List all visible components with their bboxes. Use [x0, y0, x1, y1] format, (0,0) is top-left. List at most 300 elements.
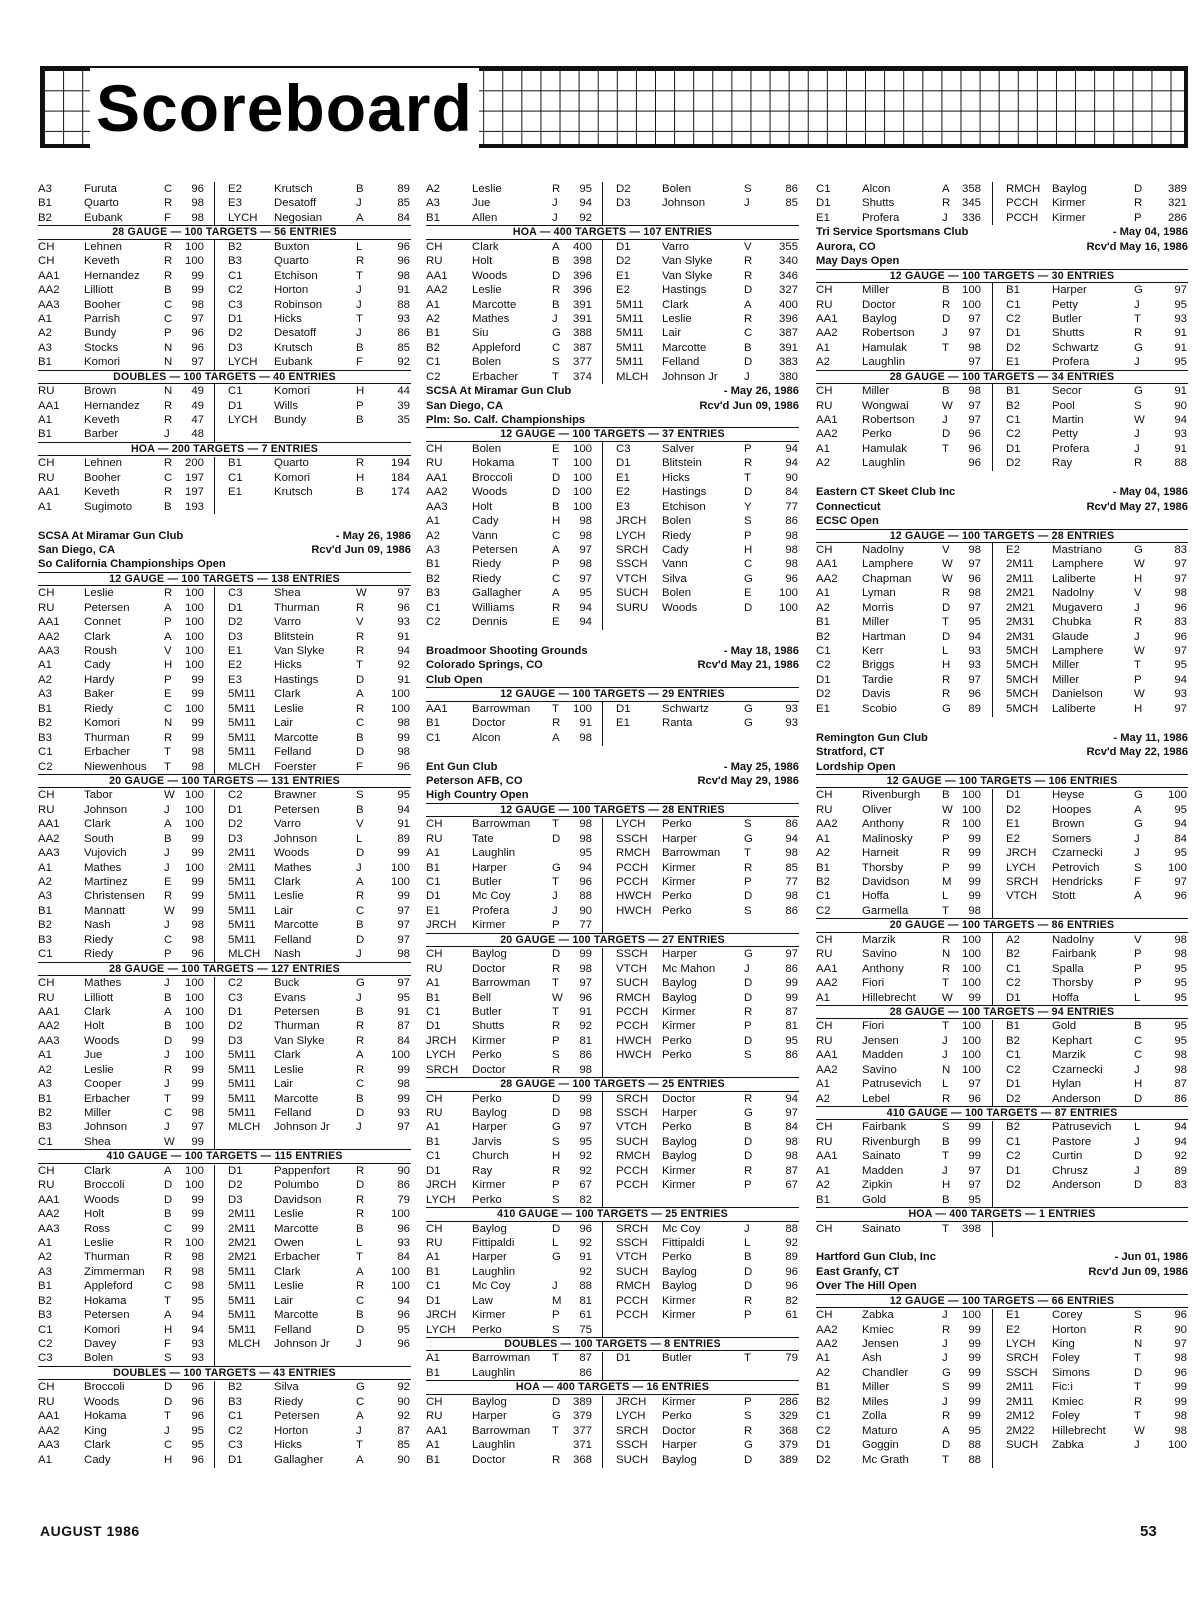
column-divider	[602, 702, 603, 745]
result-row	[816, 355, 1188, 369]
score-cell: 97	[968, 356, 981, 369]
initial-cell: W	[1134, 414, 1145, 426]
shooter-cell: Perko	[472, 1323, 502, 1336]
club-info	[426, 658, 799, 672]
result-row	[38, 918, 411, 932]
class-cell: C1	[816, 1410, 831, 1423]
class-cell: 5M11	[228, 1309, 256, 1322]
shooter-cell: Felland	[274, 933, 312, 946]
shooter-cell: Johnson	[662, 197, 706, 210]
result-row	[816, 413, 1188, 427]
score-cell: 98	[397, 1078, 410, 1091]
initial-cell: P	[744, 1309, 752, 1322]
initial-cell: L	[356, 832, 363, 845]
class-cell: AA1	[38, 1005, 60, 1018]
class-cell: B1	[38, 702, 52, 715]
class-cell: A1	[38, 659, 52, 672]
shooter-cell: Savino	[862, 1063, 897, 1076]
shooter-cell: Law	[472, 1294, 493, 1307]
class-cell: AA1	[38, 616, 60, 629]
shooter-cell: Anderson	[1052, 1179, 1101, 1192]
class-cell: B1	[426, 1366, 440, 1379]
initial-cell: B	[1134, 1020, 1142, 1033]
score-cell: 94	[785, 442, 798, 455]
shooter-cell: Brawner	[274, 789, 317, 802]
initial-cell: J	[164, 428, 170, 441]
shooter-cell: Van Slyke	[274, 645, 325, 657]
class-cell: B1	[816, 1381, 830, 1394]
result-row	[816, 1034, 1188, 1048]
class-cell: 5M11	[616, 356, 644, 369]
scoreboard-banner	[40, 66, 1188, 148]
class-cell: D1	[616, 1352, 631, 1365]
shooter-cell: Jue	[472, 197, 491, 210]
class-cell: C2	[1006, 428, 1021, 441]
class-cell: 5M11	[228, 702, 256, 715]
score-cell: 97	[968, 1078, 981, 1091]
score-cell: 84	[785, 1121, 798, 1134]
initial-cell: T	[942, 1222, 949, 1235]
class-cell: RMCH	[1006, 183, 1041, 195]
class-cell: RU	[38, 803, 55, 816]
initial-cell: D	[744, 1265, 753, 1278]
shooter-cell: Clark	[84, 1164, 111, 1177]
shooter-cell: Savino	[862, 948, 897, 961]
shooter-cell: Mastriano	[1052, 543, 1103, 556]
initial-cell: D	[552, 269, 561, 282]
initial-cell: J	[1134, 1063, 1140, 1076]
shooter-cell: Mannatt	[84, 904, 126, 917]
shooter-cell: Keveth	[84, 486, 120, 499]
club-info-right: Rcv'd Jun 09, 1986	[311, 543, 411, 556]
page-title: Scoreboard	[90, 68, 479, 148]
class-cell: A1	[426, 1352, 440, 1365]
score-cell: 93	[1174, 312, 1187, 325]
score-cell: 96	[191, 1410, 204, 1423]
shooter-cell: Vann	[662, 558, 688, 571]
initial-cell: D	[356, 673, 365, 686]
initial-cell: D	[552, 1107, 561, 1119]
initial-cell: R	[744, 1164, 753, 1177]
shooter-cell: Baylog	[472, 948, 507, 961]
class-cell: RU	[816, 1034, 833, 1047]
initial-cell: G	[552, 1121, 561, 1134]
score-cell: 391	[572, 312, 592, 325]
result-row	[38, 889, 411, 903]
class-cell: D3	[228, 1034, 243, 1047]
shooter-cell: Perko	[662, 1410, 692, 1423]
initial-cell: D	[744, 890, 753, 903]
score-cell: 96	[785, 1280, 798, 1293]
shooter-cell: Williams	[472, 601, 515, 614]
shooter-cell: Leslie	[274, 1063, 304, 1076]
class-cell: D2	[1006, 457, 1021, 470]
score-cell: 345	[961, 197, 981, 210]
shooter-cell: Negosian	[274, 211, 323, 224]
class-cell: JRCH	[616, 1395, 647, 1408]
score-cell: 88	[968, 1439, 981, 1452]
initial-cell: B	[356, 1309, 364, 1322]
score-cell: 94	[785, 1092, 798, 1105]
score-cell: 400	[778, 298, 798, 311]
score-cell: 100	[961, 1309, 981, 1322]
shooter-cell: Hicks	[662, 471, 690, 484]
result-row	[426, 456, 799, 470]
score-cell: 99	[191, 904, 204, 917]
result-row	[816, 341, 1188, 355]
result-row	[38, 399, 411, 413]
score-cell: 97	[579, 1121, 592, 1134]
initial-cell: J	[356, 948, 362, 961]
class-cell: B1	[426, 558, 440, 571]
score-cell: 98	[1174, 1352, 1187, 1365]
class-cell: C1	[38, 948, 53, 961]
shooter-cell: Nash	[274, 948, 301, 961]
class-cell: A1	[816, 1164, 830, 1177]
class-cell: MLCH	[228, 1121, 261, 1134]
initial-cell: D	[356, 1323, 365, 1336]
result-row	[426, 976, 799, 990]
score-cell: 83	[1174, 543, 1187, 556]
score-cell: 97	[785, 948, 798, 961]
score-cell: 95	[1174, 977, 1187, 990]
initial-cell: T	[164, 746, 171, 759]
score-cell: 93	[191, 1338, 204, 1350]
initial-cell: C	[1134, 1034, 1143, 1047]
shooter-cell: Silva	[662, 572, 687, 585]
class-cell: CH	[426, 442, 443, 455]
shooter-cell: Jarvis	[472, 1135, 502, 1148]
initial-cell: R	[1134, 457, 1143, 470]
class-cell: RU	[426, 457, 443, 470]
class-cell: C2	[228, 977, 243, 990]
club-info	[426, 673, 799, 687]
score-cell: 61	[785, 1309, 798, 1322]
score-cell: 99	[968, 1352, 981, 1365]
score-cell: 96	[191, 1395, 204, 1408]
shooter-cell: Marcotte	[472, 298, 517, 311]
result-row	[426, 355, 799, 369]
class-cell: 5M11	[228, 1063, 256, 1076]
score-cell: 99	[785, 977, 798, 990]
initial-cell: C	[164, 1222, 173, 1235]
score-cell: 100	[184, 587, 204, 600]
score-cell: 99	[968, 1121, 981, 1134]
shooter-cell: Booher	[84, 471, 121, 484]
club-info	[816, 514, 1188, 528]
class-cell: C1	[426, 876, 441, 888]
class-cell: A1	[426, 515, 440, 528]
result-row	[426, 861, 799, 875]
shooter-cell: Baylog	[862, 312, 897, 325]
initial-cell: P	[1134, 673, 1142, 686]
class-cell: E1	[426, 904, 440, 917]
initial-cell: F	[1134, 876, 1141, 888]
result-row	[38, 1250, 411, 1264]
score-cell: 86	[785, 183, 798, 195]
score-cell: 96	[191, 948, 204, 961]
class-cell: AA2	[426, 486, 448, 499]
score-cell: 99	[968, 1150, 981, 1163]
shooter-cell: Shea	[274, 587, 301, 600]
shooter-cell: Holt	[472, 500, 493, 513]
score-cell: 99	[191, 876, 204, 888]
score-cell: 84	[1174, 832, 1187, 845]
class-cell: SUCH	[1006, 1439, 1039, 1452]
spacer	[816, 1236, 1188, 1250]
class-cell: E1	[1006, 818, 1020, 831]
score-cell: 93	[785, 702, 798, 715]
shooter-cell: Ash	[862, 1352, 882, 1365]
initial-cell: C	[164, 702, 173, 715]
score-cell: 92	[579, 1020, 592, 1033]
initial-cell: D	[744, 356, 753, 369]
shooter-cell: Mathes	[274, 861, 312, 874]
shooter-cell: Profera	[1052, 356, 1090, 369]
column-divider	[602, 1222, 603, 1338]
initial-cell: J	[744, 962, 750, 975]
club-info-left: Hartford Gun Club, Inc	[816, 1251, 936, 1264]
class-cell: AA1	[816, 1049, 838, 1062]
shooter-cell: Erbacher	[84, 746, 131, 759]
shooter-cell: Riedy	[84, 948, 114, 961]
initial-cell: H	[164, 1453, 173, 1466]
shooter-cell: Johnson	[274, 832, 318, 845]
result-row	[38, 947, 411, 961]
shooter-cell: Schwartz	[1052, 341, 1099, 354]
initial-cell: B	[744, 341, 752, 354]
shooter-cell: Laughlin	[472, 847, 516, 860]
class-cell: C2	[816, 904, 831, 917]
initial-cell: P	[744, 876, 752, 888]
score-cell: 92	[785, 1236, 798, 1249]
score-cell: 95	[1174, 991, 1187, 1004]
shooter-cell: Doctor	[662, 1424, 696, 1437]
score-cell: 98	[785, 543, 798, 556]
result-row	[38, 687, 411, 701]
shooter-cell: Barrowman	[472, 1424, 531, 1437]
class-cell: E3	[228, 197, 242, 210]
result-row	[38, 298, 411, 312]
result-row	[38, 1236, 411, 1250]
initial-cell: J	[942, 1395, 948, 1408]
initial-cell: J	[1134, 298, 1140, 311]
shooter-cell: Kirmer	[662, 1294, 696, 1307]
score-cell: 97	[191, 1121, 204, 1134]
shooter-cell: Holt	[472, 255, 493, 268]
initial-cell: R	[552, 1453, 561, 1466]
class-cell: D2	[816, 688, 831, 701]
column-divider	[602, 1352, 603, 1381]
initial-cell: B	[164, 284, 172, 297]
class-cell: MLCH	[228, 948, 261, 961]
shooter-cell: Perko	[862, 428, 892, 441]
score-cell: 346	[778, 269, 798, 282]
initial-cell: D	[164, 1395, 173, 1408]
class-cell: A1	[816, 587, 830, 600]
shooter-cell: Miller	[862, 616, 890, 629]
initial-cell: J	[552, 197, 558, 210]
class-cell: D1	[228, 399, 243, 412]
score-cell: 96	[191, 183, 204, 195]
shooter-cell: Bolen	[662, 587, 692, 600]
score-cell: 98	[968, 904, 981, 917]
class-cell: CH	[38, 587, 55, 600]
initial-cell: V	[356, 818, 364, 831]
score-cell: 368	[778, 1424, 798, 1437]
class-cell: B3	[228, 1395, 242, 1408]
score-cell: 99	[968, 1395, 981, 1408]
column-divider	[992, 1309, 993, 1468]
shooter-cell: Baylog	[662, 1265, 697, 1278]
shooter-cell: Komori	[84, 1323, 121, 1336]
initial-cell: V	[356, 616, 364, 629]
score-cell: 94	[1174, 414, 1187, 426]
shooter-cell: Zolla	[862, 1410, 887, 1423]
shooter-cell: Somers	[1052, 832, 1092, 845]
result-row	[38, 1294, 411, 1308]
shooter-cell: Mathes	[84, 861, 122, 874]
score-cell: 82	[579, 1193, 592, 1206]
shooter-cell: Hamulak	[862, 341, 907, 354]
shooter-cell: Hicks	[274, 1439, 302, 1452]
class-cell: A3	[426, 197, 440, 210]
class-cell: B2	[816, 1395, 830, 1408]
club-info-right: - May 25, 1986	[723, 760, 799, 773]
shooter-cell: Barrowman	[472, 1352, 531, 1365]
shooter-cell: Ray	[1052, 457, 1073, 470]
class-cell: B1	[426, 327, 440, 340]
class-cell: AA1	[38, 1410, 60, 1423]
initial-cell: S	[1134, 1309, 1142, 1322]
score-cell: 197	[184, 486, 204, 499]
result-row	[38, 1164, 411, 1178]
result-row	[38, 1222, 411, 1236]
shooter-cell: Chandler	[862, 1366, 909, 1379]
shooter-cell: Brown	[1052, 818, 1085, 831]
class-cell: VTCH	[616, 1121, 648, 1134]
score-cell: 94	[968, 630, 981, 643]
score-cell: 100	[961, 1020, 981, 1033]
initial-cell: B	[356, 1092, 364, 1105]
score-cell: 99	[191, 284, 204, 297]
initial-cell: L	[552, 1236, 559, 1249]
initial-cell: C	[744, 327, 753, 340]
class-cell: A1	[38, 500, 52, 513]
score-cell: 82	[785, 1294, 798, 1307]
initial-cell: J	[356, 197, 362, 210]
class-cell: B1	[816, 616, 830, 629]
shooter-cell: Anthony	[862, 962, 904, 975]
initial-cell: P	[164, 673, 172, 686]
class-cell: PCCH	[616, 1020, 649, 1033]
result-row	[38, 933, 411, 947]
class-cell: B1	[816, 1193, 830, 1206]
class-cell: VTCH	[616, 1251, 648, 1264]
score-cell: 96	[968, 457, 981, 470]
initial-cell: R	[942, 847, 951, 860]
class-cell: 5MCH	[1006, 702, 1039, 715]
class-cell: C1	[426, 1005, 441, 1018]
score-cell: 391	[778, 341, 798, 354]
initial-cell: B	[744, 1121, 752, 1134]
shooter-cell: Jue	[84, 1049, 103, 1062]
score-cell: 95	[1174, 356, 1187, 369]
shooter-cell: Petersen	[274, 1410, 320, 1423]
class-cell: D2	[1006, 1179, 1021, 1192]
class-cell: A2	[38, 1063, 52, 1076]
result-row	[816, 384, 1188, 398]
score-cell: 97	[968, 558, 981, 571]
score-cell: 86	[785, 515, 798, 528]
initial-cell: P	[744, 1395, 752, 1408]
class-cell: D1	[228, 1164, 243, 1177]
class-cell: 5M11	[228, 1092, 256, 1105]
result-row	[426, 1019, 799, 1033]
initial-cell: A	[356, 1453, 364, 1466]
initial-cell: B	[942, 284, 950, 297]
shooter-cell: Horton	[274, 1424, 309, 1437]
class-cell: A2	[816, 847, 830, 860]
class-cell: SSCH	[616, 832, 648, 845]
club-info	[816, 1265, 1188, 1279]
class-cell: B1	[1006, 284, 1020, 297]
initial-cell: T	[552, 876, 559, 888]
shooter-cell: Foley	[1052, 1352, 1080, 1365]
class-cell: RMCH	[616, 1150, 651, 1163]
initial-cell: R	[1134, 1323, 1143, 1336]
shooter-cell: Parrish	[84, 312, 121, 325]
initial-cell: E	[164, 688, 172, 701]
shooter-cell: Clark	[274, 1265, 301, 1278]
shooter-cell: King	[1052, 1338, 1075, 1350]
score-cell: 86	[397, 327, 410, 340]
score-cell: 83	[1174, 616, 1187, 629]
initial-cell: S	[744, 183, 752, 195]
shooter-cell: Profera	[1052, 442, 1090, 455]
score-cell: 91	[1174, 341, 1187, 354]
score-cell: 99	[191, 1208, 204, 1221]
initial-cell: D	[744, 486, 753, 499]
result-row	[38, 196, 411, 210]
shooter-cell: Zipkin	[862, 1179, 893, 1192]
club-info-right: Rcv'd May 16, 1986	[1086, 240, 1188, 253]
initial-cell: J	[942, 414, 948, 426]
initial-cell: R	[744, 861, 753, 874]
initial-cell: V	[942, 543, 950, 556]
initial-cell: D	[552, 832, 561, 845]
score-cell: 100	[390, 861, 410, 874]
class-cell: D2	[228, 1179, 243, 1192]
initial-cell: L	[356, 240, 363, 253]
class-cell: RU	[426, 1107, 443, 1119]
shooter-cell: Felland	[274, 1323, 312, 1336]
shooter-cell: Cady	[84, 659, 111, 672]
shooter-cell: Kirmer	[662, 876, 696, 888]
class-cell: RU	[426, 832, 443, 845]
shooter-cell: Perko	[472, 1092, 502, 1105]
club-info-right: Rcv'd May 27, 1986	[1086, 500, 1188, 513]
shooter-cell: Profera	[472, 904, 510, 917]
class-cell: JRCH	[1006, 847, 1037, 860]
result-row	[38, 269, 411, 283]
result-row	[426, 557, 799, 571]
score-cell: 86	[1174, 1092, 1187, 1105]
shooter-cell: Komori	[84, 356, 121, 369]
shooter-cell: Kirmer	[1052, 211, 1086, 224]
shooter-cell: Harper	[472, 1251, 507, 1264]
shooter-cell: Marzik	[1052, 1049, 1086, 1062]
